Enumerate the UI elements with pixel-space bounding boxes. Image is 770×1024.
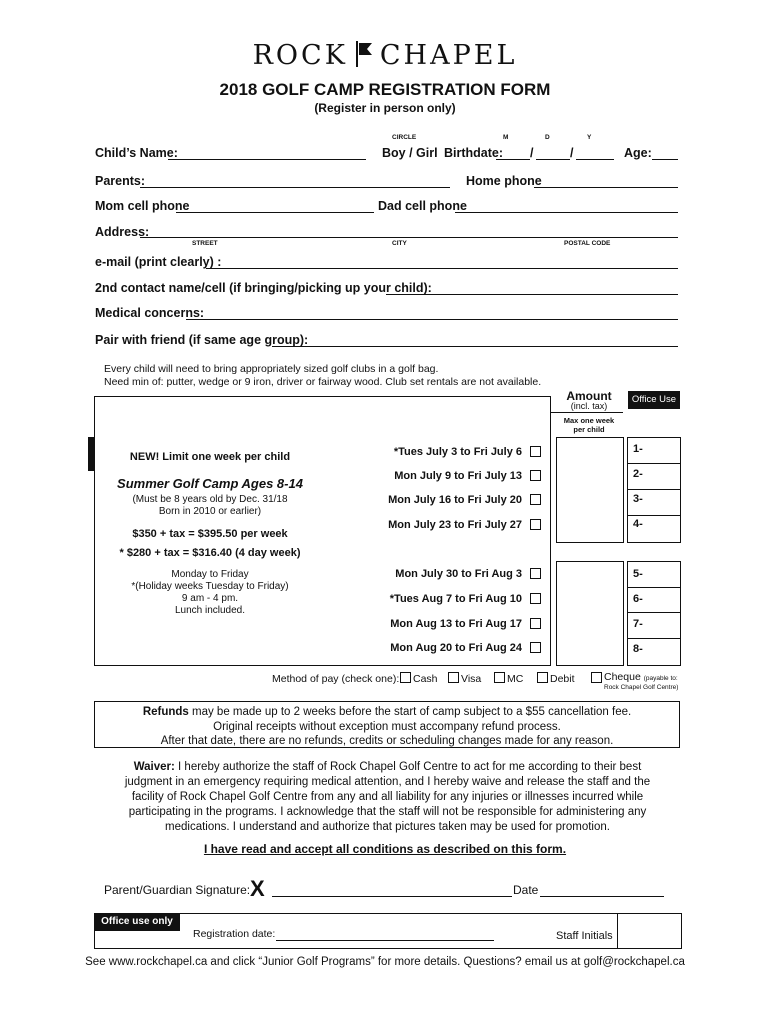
flag-icon [354,41,374,74]
waiver-text: I hereby authorize the staff of Rock Chapel Golf Centre to act for me according to their best judgment in an emergency requiring medical attention, and I hereby waive and release the staff and the facility of Rock Chapel Golf Centre from any and all liability for any injuries or illnesses incurred while participating in the programs. I acknowledge that the staff will not be responsible for administering any medications. I understand and authorize that pictures taken may be used for promotion. [124,761,651,833]
week-8-checkbox[interactable] [530,642,541,653]
waiver-paragraph [115,760,660,835]
pair-friend-label: Pair with friend (if same age group): [95,333,309,347]
debit-label: Debit [550,673,575,685]
hours-1: Monday to Friday [171,569,249,580]
office-divider [627,612,680,613]
week-label: Mon July 30 to Fri Aug 3 [395,568,522,580]
signature-x: X [250,876,265,901]
form-subtitle: (Register in person only) [314,101,456,115]
dad-cell-label: Dad cell phone [378,199,467,213]
week-label: Mon July 23 to Fri July 27 [388,519,522,531]
postal-hint: POSTAL CODE [564,240,611,247]
week-label: *Tues Aug 7 to Fri Aug 10 [389,593,522,605]
payable-note: (payable to: [643,675,678,682]
parents-field[interactable] [140,187,450,188]
hours-3: 9 am - 4 pm. [181,593,239,604]
refunds-box [94,701,680,748]
home-phone-field[interactable] [534,187,678,188]
office-divider [627,638,680,639]
week-6-checkbox[interactable] [530,593,541,604]
birth-day-field[interactable] [536,159,570,160]
max-week-note-2: per child [573,425,605,434]
mom-cell-label: Mom cell phone [95,199,190,213]
week-label: Mon July 16 to Fri July 20 [388,494,522,506]
birth-sep-1: / [530,146,534,160]
cheque-checkbox[interactable] [591,672,602,683]
office-divider [627,587,680,588]
date-label: Date [513,883,539,897]
office-num: 3- [633,493,643,505]
second-contact-label: 2nd contact name/cell (if bringing/picking up your child): [95,281,432,295]
footer-note: See www.rockchapel.ca and click “Junior Golf Programs” for more details. Questions? email us at golf@rockchapel.ca [85,956,685,968]
week-2-checkbox[interactable] [530,470,541,481]
office-num: 1- [633,443,643,455]
office-num: 6- [633,593,643,605]
office-divider [627,515,680,516]
clubs-note-1: Every child will need to bring appropriately sized golf clubs in a golf bag. [104,363,439,375]
cash-label: Cash [413,673,438,685]
amount-box-july[interactable] [556,437,624,543]
age-requirement-2: Born in 2010 or earlier) [158,506,262,517]
refunds-line-2: Original receipts without exception must accompany refund process. [213,720,561,733]
office-use-tab: Office use only [94,913,180,931]
week-label: Mon Aug 13 to Fri Aug 17 [390,618,522,630]
form-title: 2018 GOLF CAMP REGISTRATION FORM [219,80,551,99]
week-label: Mon Aug 20 to Fri Aug 24 [390,642,522,654]
office-divider [627,463,680,464]
registration-date-label: Registration date: [193,928,276,940]
week-5-checkbox[interactable] [530,568,541,579]
street-hint: STREET [192,240,218,247]
staff-initials-label: Staff Initials [556,930,613,942]
cheque-text: Cheque [604,671,641,683]
camp-name: Summer Golf Camp Ages 8-14 [117,476,303,491]
debit-checkbox[interactable] [537,672,548,683]
refunds-heading: Refunds [142,706,189,718]
refunds-line-1 [95,705,679,720]
signature-field[interactable] [272,896,512,897]
signature-label: Parent/Guardian Signature: [104,883,251,897]
office-num: 2- [633,468,643,480]
age-field[interactable] [652,159,678,160]
accept-statement: I have read and accept all conditions as described on this form. [203,842,567,856]
hours-4: Lunch included. [174,605,246,616]
mc-label: MC [507,673,524,685]
edge-marker [88,437,95,471]
age-label: Age: [624,146,652,160]
address-label: Address: [95,225,150,239]
address-field[interactable] [140,237,678,238]
week-1-checkbox[interactable] [530,446,541,457]
refunds-line-3: After that date, there are no refunds, credits or scheduling changes made for any reason. [160,735,614,747]
logo-text-left: ROCK [252,40,348,71]
office-num: 4- [633,518,643,530]
office-num: 7- [633,618,643,630]
week-label: Mon July 9 to Fri July 13 [394,470,522,482]
office-num: 5- [633,568,643,580]
cheque-label [604,671,678,683]
email-field[interactable] [206,268,678,269]
birth-y-hint: Y [587,134,592,141]
payment-label: Method of pay (check one): [272,673,400,685]
birth-m-hint: M [503,134,509,141]
logo-text-right: CHAPEL [379,40,518,71]
payable-note-2: Rock Chapel Golf Centre) [604,684,679,691]
birthdate-label: Birthdate: [444,146,504,160]
city-hint: CITY [392,240,407,247]
childs-name-field[interactable] [168,159,366,160]
birth-month-field[interactable] [496,159,530,160]
staff-divider [617,913,618,948]
parents-label: Parents: [95,174,146,188]
age-requirement-1: (Must be 8 years old by Dec. 31/18 [132,494,288,505]
logo [0,40,770,74]
mom-cell-field[interactable] [176,212,374,213]
refunds-text-1: may be made up to 2 weeks before the start of camp subject to a $55 cancellation fee. [188,706,632,718]
limit-note: NEW! Limit one week per child [129,451,291,463]
hours-2: *(Holiday weeks Tuesday to Friday) [131,581,289,592]
visa-label: Visa [461,673,482,685]
medical-field[interactable] [186,319,678,320]
birth-year-field[interactable] [576,159,614,160]
home-phone-label: Home phone [466,174,542,188]
week-label: *Tues July 3 to Fri July 6 [393,446,522,458]
visa-checkbox[interactable] [448,672,459,683]
medical-label: Medical concerns: [95,306,205,320]
pair-friend-field[interactable] [272,346,678,347]
office-num: 8- [633,643,643,655]
max-week-note-1: Max one week [563,416,615,425]
price-full-week: $350 + tax = $395.50 per week [132,528,288,540]
birth-sep-2: / [570,146,574,160]
circle-hint: CIRCLE [392,134,417,141]
dad-cell-field[interactable] [455,212,678,213]
incl-tax-note: (incl. tax) [570,401,608,411]
office-use-badge: Office Use [628,391,680,409]
date-field[interactable] [540,896,664,897]
amount-box-aug[interactable] [556,561,624,666]
week-3-checkbox[interactable] [530,494,541,505]
second-contact-field[interactable] [386,294,678,295]
cash-checkbox[interactable] [400,672,411,683]
price-short-week: * $280 + tax = $316.40 (4 day week) [119,547,301,559]
boy-girl-option[interactable]: Boy / Girl [382,146,438,160]
mc-checkbox[interactable] [494,672,505,683]
email-label: e-mail (print clearly) : [95,255,222,269]
registration-date-field [276,940,494,941]
waiver-heading: Waiver: [133,761,175,773]
week-7-checkbox[interactable] [530,618,541,629]
office-divider [627,489,680,490]
week-4-checkbox[interactable] [530,519,541,530]
childs-name-label: Child’s Name: [95,146,178,160]
clubs-note-2: Need min of: putter, wedge or 9 iron, driver or fairway wood. Club set rentals are not available. [104,376,542,388]
max-week-note [556,416,622,434]
birth-d-hint: D [545,134,550,141]
amount-heading: Amount [566,389,612,403]
